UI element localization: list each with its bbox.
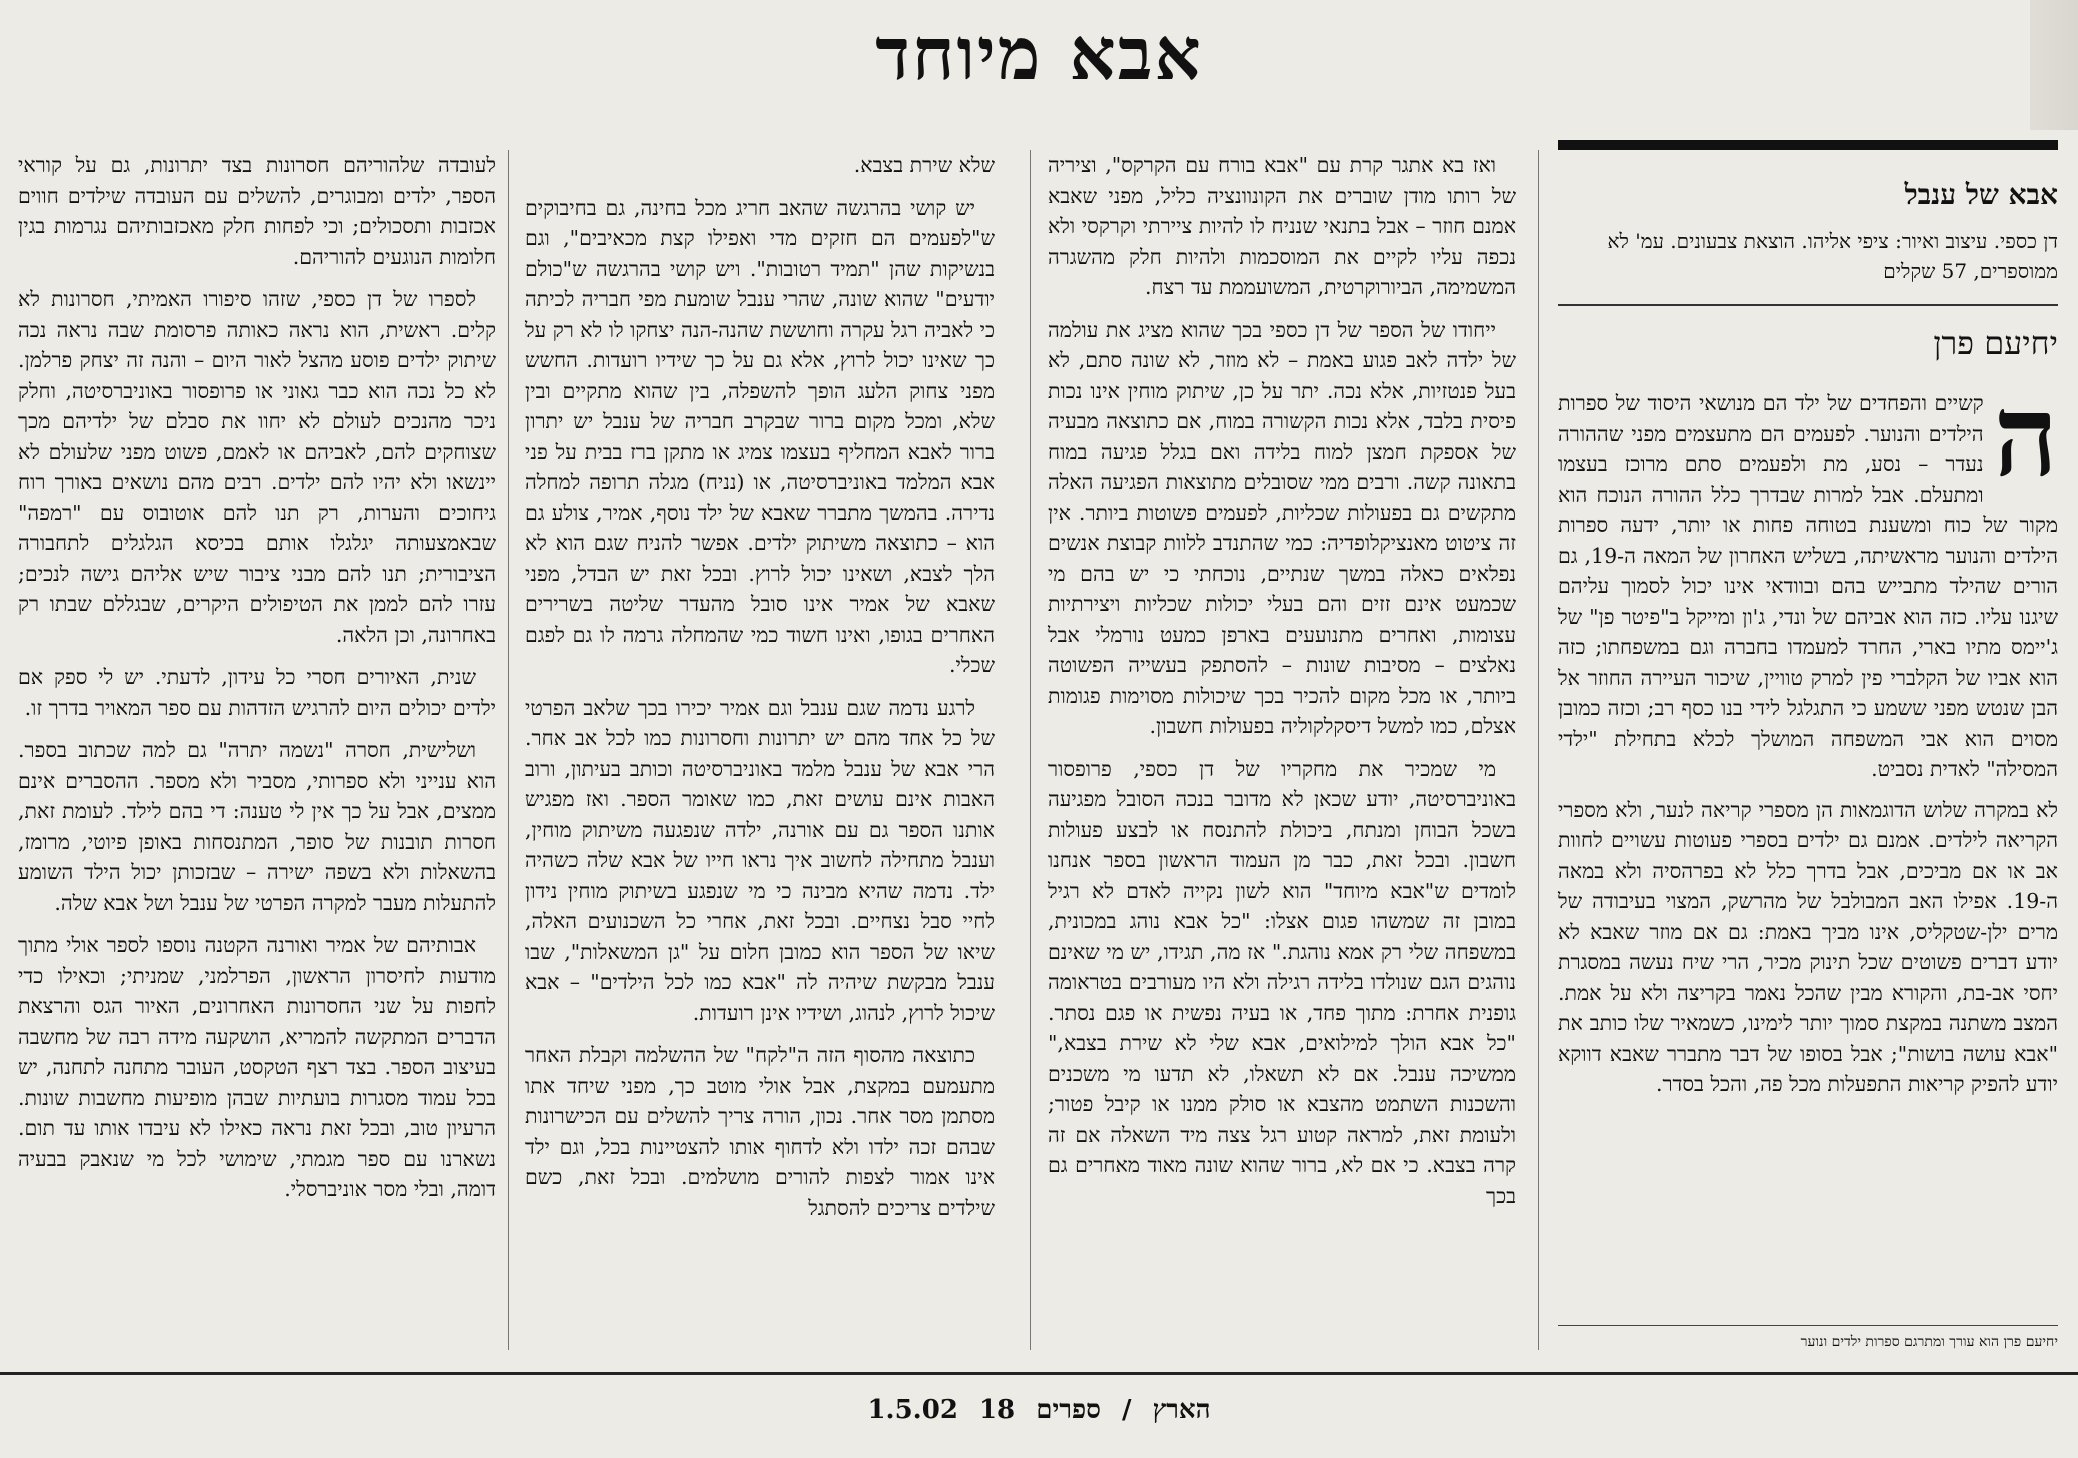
page-title: אבא מיוחד [875,11,1203,96]
article-paragraph: ואז בא אתגר קרת עם "אבא בורח עם הקרקס", וציריה של רותו מודן שוברים את הקונוונציה כליל, מפני שאבא אמנם חוזר – אבל בתנאי שנניח לו להיות ציירתי וקרקסי ולא נכפה עליו לקיים את המוסכמות ולהיות חלק מהשגרה המשמימה, הביורוקרטית, המשועממת עד רצח. [1048,153,1516,299]
article-paragraph: מי שמכיר את מחקריו של דן כספי, פרופסור באוניברסיטה, יודע שכאן לא מדובר בנכה הסובל מפגיעה בשכל הבוחן ומנתח, ביכולת להתנסח או לבצע פעולות חשבון. ובכל זאת, כבר מן העמוד הראשון בספר אנחנו לומדים ש"אבא מיוחד" הוא לשון נקייה לאדם לא רגיל במובן זה שמשהו פגום אצלו: "כל אבא נוהג במכונית, במשפחה שלי רק אמא נוהגת." אז מה, תגידו, יש מי שאינם נוהגים הגם שנולדו בלידה רגילה ולא היו מעורבים בטראומה גופנית אחרת: מתוך פחד, או בעיה נפשית או פגם נסתר. "כל אבא הולך למילואים, אבא שלי לא שירת בצבא," ממשיכה ענבל. אם לא תשאלו, לא תדעו מי משכנים והשכנות השתמט מהצבא או סולק ממנו או קיבל פטור; ולעומת זאת, למראה קטוע רגל צצה מיד השאלה אם זה קרה בצבא. כי אם לא, ברור שהוא שונה מאוד מאחרים גם בכך [1048,756,1516,1208]
column-rule [1030,150,1031,1350]
sidebar-paragraph: לא במקרה שלוש הדוגמאות הן מספרי קריאה לנער, ולא מספרי הקריאה לילדים. אמנם גם ילדים בספרי פעוטות עשויים לחוות אב או אם מביכים, אבל בדרך כלל לא בפרהסיה ולא במאה ה-19. אפילו האב המבולבל של מהרשק, המצוי בעיבודה של מרים ילן-שטקליס, אינו מביך באמת: גם אם מוזר שאבא לא יודע דברים פשוטים שכל תינוק מכיר, הרי שיח נעשה במסגרת יחסי אב-בת, והקורא מבין שהכל נאמר בקריצה ולא על אמת. המצב משתנה במקצת סמוך יותר לימינו, כשמאיר שלו כותב את "אבא עושה בושות"; אבל בסופו של דבר מתברר שאבא דווקא יודע להפיק קריאות התפעלות מכל פה, והכל בסדר. [1558,797,2058,1096]
book-title: אבא של ענבל [1904,178,2058,211]
article-paragraph: שלא שירת בצבא. [853,153,995,177]
column-rule [1538,150,1539,1350]
drop-cap: ה [1993,371,2058,502]
sidebar-top-rule [1558,140,2058,150]
sidebar-divider [1558,304,2058,306]
article-paragraph: ושלישית, חסרה "נשמה יתרה" גם למה שכתוב בספר. הוא ענייני ולא ספרותי, מסביר ולא מספר. ההסברים אינם ממצים, אבל על כך אין לי טענה: די בהם לילד. לעומת זאת, חסרות תובנות של סופר, המתנסחות באופן פיוטי, מרומז, בהשאלות ולא בשפה ישירה – שבזכותן יכול הילד השומע להתעלות מעבר למקרה הפרטי של ענבל ושל אבא שלה. [18,738,496,915]
article-paragraph: לעובדה שלהוריהם חסרונות בצד יתרונות, גם על קוראי הספר, ילדים ומבוגרים, להשלים עם העובדה שילדים חווים אכזבות ותסכולים; וכי לפחות חלק מאכזבותיהם נגרמות בגין חלומות הנוגעים להוריהם. [18,153,496,269]
lead-text: קשיים והפחדים של ילד הם מנושאי היסוד של ספרות הילדים והנוער. לפעמים הם מתעצמים מפני שההורה נעדר – נסע, מת ולפעמים סתם מרוכז בעצמו ומתעלם. אבל למרות שבדרך כלל ההורה הנוכח הוא מקור של כוח ומשענת בטוחה פחות או יותר, ידעה ספרות הילדים והנוער מראשיתה, בשליש האחרון של המאה ה-19, גם הורים שהילד מתבייש בהם ובוודאי אינו יכול לסמוך עליהם שיגנו עליו. כזה הוא אביהם של ונדי, ג'ון ומייקל ב"פיטר פן" של ג'יימס מתיו בארי, החרד למעמדו בחברה וגם במשפחתו; כזה הוא אביו של הקלברי פין למרק טוויין, שיכור העיירה החוזר אל הבן שנטש מפני ששמע כי התגלגל לידי בנו כסף רב; וכזה כמובן מסוים הוא אבי המשפחה המושלך לכלא בתחילת "ילדי המסילה" לאדית נסביט. [1558,391,2058,781]
footer-date: 1.5.02 [867,1395,958,1425]
page-footer [0,1395,2078,1425]
footer-separator: / [1122,1395,1132,1425]
author-name: יחיעם פרן [1933,324,2058,362]
author-note: יחיעם פרן הוא עורך ומתרגם ספרות ילדים ונוער [1558,1325,2058,1351]
article-paragraph: לרגע נדמה שגם ענבל וגם אמיר יכירו בכך שלאב הפרטי של כל אחד מהם יש יתרונות וחסרונות כמו לכל אב אחר. הרי אבא של ענבל מלמד באוניברסיטה וכותב בעיתון, ורוב האבות אינם עושים זאת, כמו שאומר הספר. ואז מפגיש אותנו הספר גם עם אורנה, ילדה שנפגעה משיתוק מוחין, וענבל מתחילה לחשוב איך נראו חייו של אבא שלה כשהיה ילד. נדמה שהיא מבינה כי מי שנפגע בשיתוק מוחין נידון לחיי סבל נצחיים. ובכל זאת, אחרי כל השכנועים האלה, שיאו של הספר הוא כמובן חלום על "גן המשאלות", שבו ענבל מבקשת שיהיה לה "אבא כמו לכל הילדים" – אבא שיכול לרוץ, לנהוג, ושידיו אינן רועדות. [525,695,995,1025]
lead-paragraph [1558,371,2058,785]
article-column-1 [1048,150,1516,1223]
article-column-2 [525,150,995,1235]
adjacent-page-edge [2030,0,2078,130]
article-paragraph: שנית, האיורים חסרי כל עידון, לדעתי. יש לי ספק אם ילדים יכולים היום להרגיש הזדהות עם ספר המאויר בדרך זו. [18,665,496,720]
column-rule [508,150,509,1350]
review-sidebar [1558,140,2058,1110]
article-paragraph: יש קושי בהרגשה שהאב חריג מכל בחינה, גם בחיבוקים ש"לפעמים הם חזקים מדי ואפילו קצת מכאיבים", וגם בנשיקות שהן "תמיד רטובות". ויש קושי בהרגשה ש"כולם יודעים" שהוא שונה, שהרי ענבל שומעת מפי חבריה לכיתה כי לאביה רגל עקרה וחוששת שהנה-הנה יצחקו לו לא רק על כך שאינו יכול לרוץ, אלא גם על כך שידיו רועדות. החשש מפני צחוק הלעג הופך להשפלה, בין שהוא מתקיים ובין שלא, ומכל מקום ברור שבקרב חבריה של ענבל יש יתרון ברור לאבא המחליף בעצמו צמיג או מתקן ברז בבית על פני אבא המלמד באוניברסיטה, או (נניח) מגלה תרופה למחלה נדירה. בהמשך מתברר שאבא של ילד נוסף, אמיר, צולע גם הוא – כתוצאה משיתוק ילדים. אפשר להניח שגם הוא לא הלך לצבא, ושאינו יכול לרוץ. ובכל זאת יש הבדל, מפני שאבא של אמיר אינו סובל מהעדר שליטה בשרירים האחרים בגופו, ואינו חשוד כמי שהמחלה גרמה לו גם לפגם שכלי. [525,195,995,677]
article-column-3 [18,150,496,1217]
article-paragraph: לספרו של דן כספי, שזהו סיפורו האמיתי, חסרונות לא קלים. ראשית, הוא נראה כאותה פרסומת שבה נראה נכה שיתוק ילדים פוסע מהצל לאור היום – והנה זה יצחק פרלמן. לא כל נכה הוא כבר גאוני או פרופסור באוניברסיטה, וחלק ניכר מהנכים לעולם לא יחוו את סבלם של ילדיהם מכך שצוחקים להם, לאביהם או לאמם, פשוט מפני שלעולם לא יינשאו ולא יהיו להם ילדים. רבים מהם נושאים באורך רוח גיחוכים והערות, רק תנו להם אוטובוס עם "רמפה" שבאמצעותה יגלגלו אותם בכיסא הגלגלים לתחבורה הציבורית; תנו להם מבני ציבור שיש אליהם גישה לנכים; עזרו להם לממן את הטיפולים היקרים, שבגללם שבתו רק באחרונה, וכן הלאה. [18,287,496,647]
article-paragraph: כתוצאה מהסוף הזה ה"לקח" של ההשלמה וקבלת האחר מתעמעם במקצת, אבל אולי מוטב כך, מפני שיחד אתו מסתמן מסר אחר. נכון, הורה צריך להשלים עם הכישרונות שבהם זכה ילדו ולא לדחוף אותו להצטיינות בכל, וגם ילד אינו אמור לצפות להורים מושלמים. ובכל זאת, כשם שילדים צריכים להסתגל [525,1043,995,1220]
article-paragraph: ייחודו של הספר של דן כספי בכך שהוא מציג את עולמה של ילדה לאב פגוע באמת – לא מוזר, לא שונה סתם, לא בעל פנטזיות, אלא נכה. יתר על כן, שיתוק מוחין אינו נכות פיסית בלבד, אלא נכות הקשורה במוח, אם כתוצאה מבעיה של אספקת חמצן למוח בלידה ואם בגלל פגיעה במוח בתאונה קשה. ורבים ממי שסובלים מתוצאות הפגיעה האלה מתקשים גם בפעולות שכליות, לפעמים פשוטות ביותר. אין זה ציטוט מאנציקלופדיה: כמי שהתנדב ללוות קבוצת אנשים נפלאים כאלה במשך שנתיים, נוכחתי כי יש בהם מי שכמעט אינם זזים והם בעלי יכולות שכליות ויצירתיות עצומות, ואחרים מתנועעים בארפן כמעט נורמלי אבל נאלצים – מסיבות שונות – להסתפק בעשייה הפשוטה ביותר, או מכל מקום להכיר בכך שיכולות מסוימות פגומות אצלם, כמו למשל דיסקלקוליה בפעולות חשבון. [1048,317,1516,738]
footer-section: ספרים [1036,1395,1101,1425]
book-info: דן כספי. עיצוב ואיור: ציפי אליהו. הוצאת צבעונים. עמ' לא ממוספרים, 57 שקלים [1607,229,2058,283]
footer-rule [0,1372,2078,1375]
footer-page-number: 18 [978,1395,1016,1425]
footer-publication: הארץ [1152,1395,1211,1425]
article-paragraph: אבותיהם של אמיר ואורנה הקטנה נוספו לספר אולי מתוך מודעות לחיסרון הראשון, הפרלמני, שמניתי; וכאילו כדי לחפות על שני החסרונות האחרונים, האיור הגס והרצאת הדברים המתקשה להמריא, הושקעה מידה רבה של מחשבה בעיצוב הספר. בצד רצף הטקסט, העובר מתחנה לתחנה, יש בכל עמוד מסגרות בועתיות שבהן מופיעות מחשבות שונות. הרעיון טוב, ובכל זאת נראה כאילו לא עיבדו אותו עד תום. נשארנו עם ספר מגמתי, שימושי לכל מי שנאבק בבעיה דומה, ובלי מסר אוניברסלי. [18,933,496,1201]
